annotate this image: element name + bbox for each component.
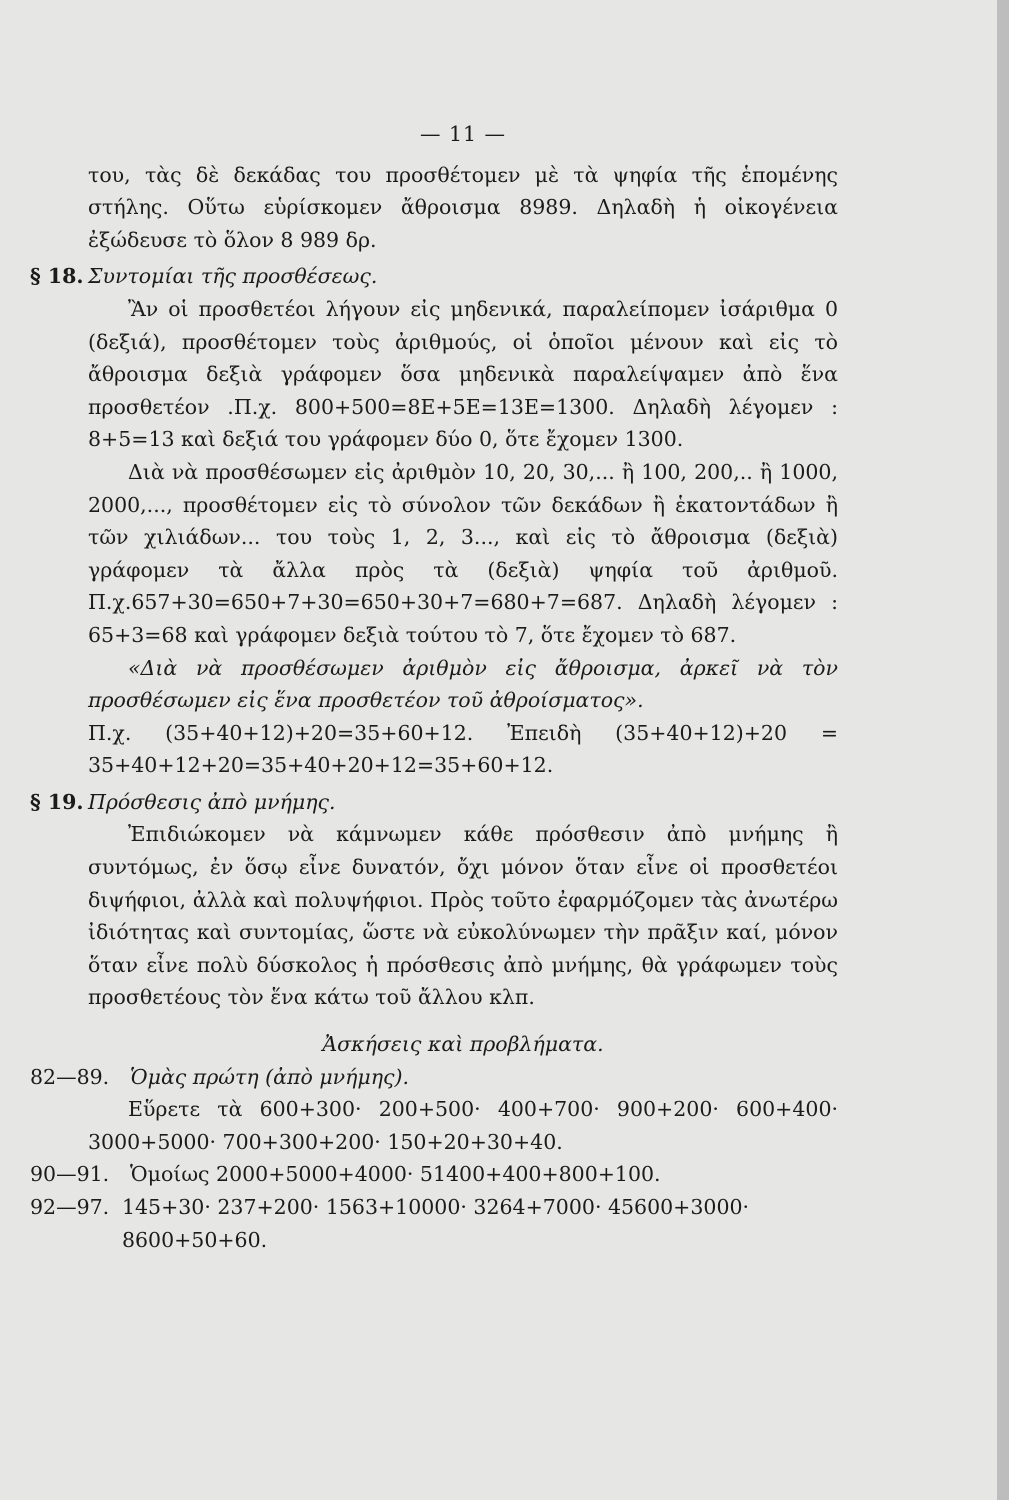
- section-18-paragraph-1: Ἂν οἱ προσθετέοι λήγουν εἰς μηδενικά, παραλείπομεν ἰσάριθμα 0 (δεξιά), προσθέτομεν τοὺς ἀριθμούς, οἱ ὁποῖοι μένουν καὶ εἰς τὸ ἄθροισμα δεξιὰ γράφομεν ὅσα μηδενικὰ παραλείψαμεν ἀπὸ ἕνα προσθετέον .Π.χ. 800+500=8Ε+5Ε=13Ε=1300. Δηλαδὴ λέγομεν : 8+5=13 καὶ δεξιά του γράφομεν δύο 0, ὅτε ἔχομεν 1300.: [88, 296, 838, 452]
- section-18-title: Συντομίαι τῆς προσθέσεως.: [88, 264, 378, 289]
- intro-paragraph: του, τὰς δὲ δεκάδας του προσθέτομεν μὲ τὰ ψηφία τῆς ἑπομένης στήλης. Οὕτω εὑρίσκομεν ἄθροισμα 8989. Δηλαδὴ ἡ οἰκογένεια ἐξώδευσε τὸ ὅλον 8 989 δρ.: [88, 162, 838, 252]
- exercise-text: Ὁμὰς πρώτη (ἀπὸ μνήμης).: [130, 1064, 410, 1089]
- section-18-paragraph-3: Π.χ. (35+40+12)+20=35+60+12. Ἐπειδὴ (35+40+12)+20 = 35+40+12+20=35+40+20+12=35+60+12.: [88, 720, 838, 778]
- section-19-title: Πρόσθεσις ἀπὸ μνήμης.: [88, 789, 336, 814]
- exercise-text: Εὕρετε τὰ 600+300· 200+500· 400+700· 900+200· 600+400· 3000+5000· 700+300+200· 150+20+30+40.: [88, 1097, 838, 1154]
- section-19-paragraph-1: Ἐπιδιώκομεν νὰ κάμνωμεν κάθε πρόσθεσιν ἀπὸ μνήμης ἢ συντόμως, ἐν ὅσῳ εἶνε δυνατόν, ὄχι μόνον ὅταν εἶνε οἱ προσθετέοι διψήφιοι, ἀλλὰ καὶ πολυψήφιοι. Πρὸς τοῦτο ἐφαρμόζομεν τὰς ἀνωτέρω ἰδιότητας καὶ συντομίας, ὥστε νὰ εὐκολύνωμεν τὴν πρᾶξιν καί, μόνον ὅταν εἶνε πολὺ δύσκολος ἡ πρόσθεσις ἀπὸ μνήμης, θὰ γράφωμεν τοὺς προσθετέους τὸν ἕνα κάτω τοῦ ἄλλου κλπ.: [88, 822, 838, 1010]
- exercise-range: 82—89.: [30, 1064, 110, 1089]
- exercise-text: 145+30· 237+200· 1563+10000· 3264+7000· 45600+3000· 8600+50+60.: [121, 1195, 750, 1252]
- page-content: [30, 118, 838, 1256]
- exercise-row: [30, 1158, 838, 1191]
- section-19-header: [30, 786, 838, 819]
- section-18-header: [30, 260, 838, 293]
- exercise-row: [30, 1191, 838, 1256]
- exercise-range: 90—91.: [30, 1162, 110, 1187]
- section-18-rule: «Διὰ νὰ προσθέσωμεν ἀριθμὸν εἰς ἄθροισμα, ἀρκεῖ νὰ τὸν προσθέσωμεν εἰς ἕνα προσθετέον τοῦ ἀθροίσματος».: [88, 655, 838, 713]
- page-number: — 11 —: [419, 122, 507, 146]
- section-19-mark: § 19.: [30, 789, 84, 814]
- exercise-text: Ὁμοίως 2000+5000+4000· 51400+400+800+100.: [130, 1162, 661, 1187]
- exercise-row: [30, 1061, 838, 1094]
- exercises-heading: Ἀσκήσεις καὶ προβλήματα.: [322, 1032, 604, 1057]
- section-18-mark: § 18.: [30, 264, 84, 289]
- exercise-range: 92—97.: [30, 1195, 110, 1219]
- page-edge: [997, 0, 1009, 1500]
- section-18-paragraph-2: Διὰ νὰ προσθέσωμεν εἰς ἀριθμὸν 10, 20, 30,... ἢ 100, 200,.. ἢ 1000, 2000,..., προσθέτομεν εἰς τὸ σύνολον τῶν δεκάδων ἢ ἑκατοντάδων ἢ τῶν χιλιάδων... του τοὺς 1, 2, 3..., καὶ εἰς τὸ ἄθροισμα (δεξιὰ) γράφομεν τὰ ἄλλα πρὸς τὰ (δεξιὰ) ψηφία τοῦ ἀριθμοῦ. Π.χ.657+30=650+7+30=650+30+7=680+7=687. Δηλαδὴ λέγομεν : 65+3=68 καὶ γράφομεν δεξιὰ τούτου τὸ 7, ὅτε ἔχομεν τὸ 687.: [88, 459, 838, 647]
